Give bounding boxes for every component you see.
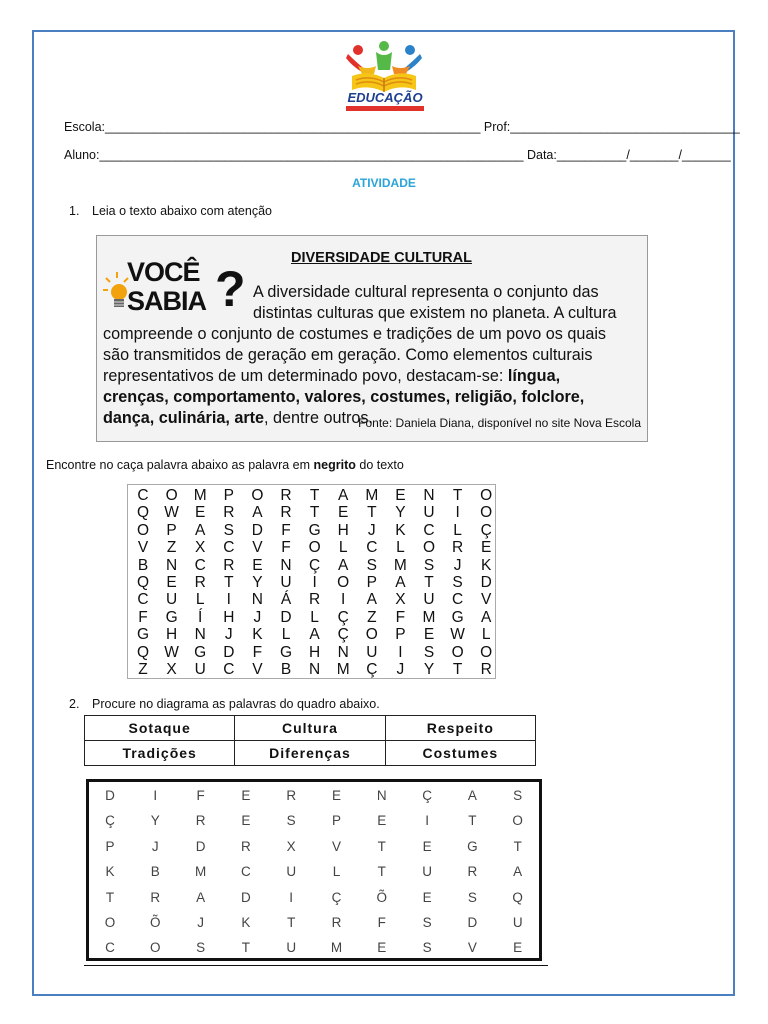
grid-1-cell[interactable]: B	[137, 556, 149, 574]
grid-1-cell[interactable]: W	[450, 626, 465, 644]
text-source: Fonte: Daniela Diana, disponível no site Nova Escola	[358, 416, 641, 430]
grid-1-cell[interactable]: Ç	[366, 661, 378, 678]
grid-1-cell[interactable]: K	[481, 556, 492, 574]
grid-2-cell[interactable]: S	[467, 889, 477, 905]
grid-2-cell[interactable]: I	[153, 788, 158, 803]
text-line-5	[103, 367, 560, 386]
grid-2-cell[interactable]: Ç	[331, 889, 342, 905]
badge-voce: VOCÊ	[127, 257, 200, 287]
grid-2-cell[interactable]: A	[467, 788, 477, 803]
grid-2-cell[interactable]: T	[105, 889, 115, 905]
grid-1-cell[interactable]: I	[226, 591, 231, 609]
grid-1-cell[interactable]: V	[137, 539, 149, 557]
grid-1-cell[interactable]: L	[281, 626, 291, 644]
grid-1-cell[interactable]: S	[223, 521, 234, 539]
grid-2-cell[interactable]: N	[376, 788, 387, 803]
grid-2-cell[interactable]: T	[513, 838, 522, 854]
grid-2-cell[interactable]: E	[377, 940, 387, 956]
text-line-6: crenças, comportamento, valores, costumes, religião, folclore,	[103, 388, 585, 406]
text-line-7-regular: , dentre outros.	[264, 409, 373, 427]
grid-1-cell[interactable]: E	[252, 556, 263, 574]
grid-1-cell[interactable]: O	[480, 504, 493, 522]
grid-1-cell[interactable]: X	[166, 661, 177, 678]
grid-1-cell[interactable]: A	[252, 504, 263, 522]
grid-1-cell[interactable]: V	[252, 539, 263, 557]
grid-2-cell[interactable]: E	[241, 788, 251, 803]
grid-1-cell[interactable]: E	[166, 574, 177, 591]
grid-1-cell[interactable]: Z	[138, 661, 148, 678]
question-1-text: Leia o texto abaixo com atenção	[92, 204, 272, 218]
grid-1-cell[interactable]: R	[280, 487, 292, 504]
grid-2-cell[interactable]: P	[105, 838, 115, 854]
grid-2-cell[interactable]: V	[467, 940, 477, 956]
question-1-number: 1.	[69, 204, 80, 218]
grid-2-cell[interactable]: X	[286, 838, 296, 854]
word-cultura: Cultura	[235, 716, 385, 741]
word-list-table	[84, 715, 536, 766]
grid-1-cell[interactable]: P	[166, 521, 177, 539]
grid-1-cell[interactable]: P	[395, 626, 406, 644]
grid-2-cell[interactable]: G	[467, 838, 478, 854]
grid-1-cell[interactable]: L	[310, 608, 319, 626]
grid-2-cell[interactable]: T	[468, 813, 477, 829]
grid-1-cell[interactable]: N	[337, 643, 349, 661]
grid-2-cell[interactable]: K	[105, 864, 115, 880]
grid-1-cell[interactable]: L	[195, 591, 205, 609]
grid-1-cell[interactable]: Z	[367, 608, 377, 626]
grid-1-cell[interactable]: P	[366, 574, 377, 591]
grid-2-cell[interactable]: K	[241, 915, 251, 930]
grid-1-cell[interactable]: R	[223, 504, 235, 522]
grid-1-cell[interactable]: X	[395, 591, 406, 609]
grid-1-cell[interactable]: S	[423, 556, 435, 574]
grid-2-cell[interactable]: E	[377, 813, 387, 829]
grid-1-cell[interactable]: V	[481, 591, 492, 609]
grid-2-cell[interactable]: V	[331, 838, 341, 854]
grid-2-cell[interactable]: C	[105, 940, 115, 956]
word-tradicoes: Tradições	[85, 741, 235, 766]
grid-1-cell[interactable]: M	[193, 487, 207, 504]
instruction-bold: negrito	[313, 458, 356, 472]
text-line-4: são transmitidos de geração em geração. Como elementos culturais	[103, 346, 593, 364]
grid-1-cell[interactable]: A	[338, 487, 349, 504]
grid-1-cell[interactable]: J	[224, 626, 233, 644]
word-costumes: Costumes	[385, 741, 535, 766]
text-line-7	[103, 409, 373, 428]
grid-2-cell[interactable]: R	[286, 788, 297, 803]
badge-question-mark: ?	[215, 261, 246, 317]
word-search-grid-2	[86, 779, 542, 961]
aluno-data-line[interactable]: Aluno:_____________________________________________________________ Data:__________/_______/_______	[64, 148, 731, 162]
grid-1-cell[interactable]: S	[366, 556, 377, 574]
grid-1-cell[interactable]: C	[366, 539, 378, 557]
grid-1-cell[interactable]: X	[195, 539, 206, 557]
text-line-5-regular: representativos de um determinado povo, destacam-se:	[103, 367, 504, 385]
grid-2-cell[interactable]: Q	[512, 889, 523, 905]
grid-1-cell[interactable]: E	[423, 626, 435, 644]
grid-2-cell[interactable]: R	[195, 813, 206, 829]
grid-1-cell[interactable]: F	[395, 608, 406, 626]
grid-2-cell[interactable]: R	[241, 838, 251, 854]
grid-2-cell[interactable]: D	[105, 788, 115, 803]
grid-1-cell[interactable]: O	[251, 487, 264, 504]
grid-1-cell[interactable]: E	[338, 504, 349, 522]
grid-1-cell[interactable]: C	[223, 539, 235, 557]
grid-1-cell[interactable]: Í	[198, 608, 203, 626]
grid-1-cell[interactable]: N	[280, 556, 292, 574]
grid-1-cell[interactable]: J	[396, 661, 405, 678]
grid-1-cell[interactable]: M	[393, 556, 407, 574]
grid-1-cell[interactable]: G	[165, 608, 178, 626]
grid-1-cell[interactable]: N	[308, 661, 321, 678]
grid-2-cell[interactable]: E	[422, 838, 432, 854]
grid-1-cell[interactable]: Ç	[308, 556, 321, 574]
grid-1-cell[interactable]: G	[279, 643, 293, 661]
diversity-text-box	[96, 235, 648, 442]
grid-2-cell[interactable]: E	[331, 788, 341, 803]
grid-1-cell[interactable]: L	[396, 539, 405, 557]
grid-1-cell[interactable]: G	[194, 643, 207, 661]
grid-2-cell[interactable]: Ç	[422, 788, 432, 803]
grid-2-cell[interactable]: F	[377, 915, 386, 930]
grid-1-cell[interactable]: D	[251, 521, 263, 539]
logo-subtext-bar	[346, 106, 424, 111]
text-box-title: DIVERSIDADE CULTURAL	[291, 250, 472, 266]
grid-1-cell[interactable]: N	[194, 626, 206, 644]
grid-1-cell[interactable]: O	[165, 487, 178, 504]
grid-1-cell[interactable]: N	[165, 556, 178, 574]
grid-1-cell[interactable]: Q	[136, 504, 150, 522]
grid-2-cell[interactable]: S	[422, 940, 432, 956]
grid-1-cell[interactable]: L	[338, 539, 348, 557]
grid-2-cell[interactable]: Ç	[105, 813, 115, 829]
instruction-post: do texto	[355, 458, 404, 472]
grid-2-cell[interactable]: O	[150, 940, 161, 956]
text-line-2: distintas culturas que existem no planeta. A cultura	[253, 304, 617, 322]
grid-1-cell[interactable]: U	[423, 504, 435, 522]
word-search-grid-1	[127, 484, 496, 679]
grid-2-cell[interactable]: U	[512, 915, 523, 930]
grid-1-cell[interactable]: I	[312, 574, 317, 591]
grid-2-cell[interactable]: D	[467, 915, 478, 930]
grid-2-cell[interactable]: O	[104, 915, 116, 930]
grid-1-cell[interactable]: S	[423, 643, 435, 661]
grid-2-cell[interactable]: J	[197, 915, 204, 930]
grid-2-cell[interactable]: T	[377, 864, 386, 880]
grid-1-cell[interactable]: O	[308, 539, 321, 557]
grid-2-cell[interactable]: U	[286, 864, 297, 880]
grid-1-cell[interactable]: C	[137, 487, 149, 504]
grid-1-cell[interactable]: H	[223, 608, 235, 626]
grid-1-cell[interactable]: C	[423, 521, 435, 539]
grid-1-cell[interactable]: R	[308, 591, 321, 609]
grid-1-cell[interactable]: J	[367, 521, 376, 539]
grid-1-cell[interactable]: F	[138, 608, 148, 626]
grid-1-cell[interactable]: P	[223, 487, 234, 504]
grid-1-cell[interactable]: Ç	[480, 521, 492, 539]
grid-1-cell[interactable]: Q	[136, 574, 150, 591]
grid-1-cell[interactable]: D	[280, 608, 292, 626]
grid-1-cell[interactable]: U	[165, 591, 178, 609]
grid-2-cell[interactable]: B	[150, 864, 160, 880]
text-line-1: A diversidade cultural representa o conjunto das	[253, 283, 599, 301]
grid-2-cell[interactable]: S	[286, 813, 296, 829]
grid-2-cell[interactable]: Õ	[376, 889, 388, 905]
grid-1-cell[interactable]: L	[481, 626, 491, 644]
grid-1-cell[interactable]: U	[194, 661, 206, 678]
grid-1-cell[interactable]: M	[365, 487, 379, 504]
grid-1-cell[interactable]: Á	[280, 591, 292, 609]
grid-1-cell[interactable]: B	[280, 661, 292, 678]
grid-1-cell[interactable]: F	[281, 539, 291, 557]
grid-1-cell[interactable]: R	[480, 661, 492, 678]
grid-1-cell[interactable]: Z	[166, 539, 177, 557]
grid-1-cell[interactable]: U	[366, 643, 378, 661]
grid-1-cell[interactable]: S	[452, 574, 463, 591]
activity-title: ATIVIDADE	[352, 176, 416, 190]
grid-1-cell[interactable]: J	[453, 556, 462, 574]
grid-2-cell[interactable]: I	[289, 889, 294, 905]
word-respeito: Respeito	[385, 716, 535, 741]
grid-1-cell[interactable]: K	[252, 626, 263, 644]
grid-1-cell[interactable]: I	[341, 591, 346, 609]
grid-1-cell[interactable]: T	[309, 504, 320, 522]
grid-2-cell[interactable]: T	[287, 915, 296, 930]
grid-1-cell[interactable]: Y	[395, 504, 406, 522]
grid-1-cell[interactable]: W	[164, 504, 179, 522]
grid-1-cell[interactable]: E	[195, 504, 206, 522]
grid-1-cell[interactable]: U	[280, 574, 292, 591]
grid-2-cell[interactable]: L	[332, 864, 341, 880]
grid-1-cell[interactable]: C	[194, 556, 206, 574]
word-sotaque: Sotaque	[85, 716, 235, 741]
grid-2-cell[interactable]: Õ	[150, 915, 161, 930]
grid-1-cell[interactable]: R	[280, 504, 292, 522]
grid-1-cell[interactable]: N	[423, 487, 435, 504]
grid-2-cell[interactable]: E	[513, 940, 523, 956]
grid-1-cell[interactable]: L	[453, 521, 462, 539]
grid-1-cell[interactable]: R	[194, 574, 206, 591]
grid-1-cell[interactable]: T	[309, 487, 320, 504]
grid-2-cell[interactable]: A	[196, 889, 206, 905]
badge-sabia: SABIA	[127, 286, 207, 316]
grid-1-cell[interactable]: Ç	[337, 626, 349, 644]
grid-2-cell[interactable]: R	[467, 864, 478, 880]
word-search-instruction	[46, 458, 404, 472]
grid-2-cell[interactable]: A	[513, 864, 523, 880]
grid-1-cell[interactable]: F	[281, 521, 291, 539]
grid-1-cell[interactable]: H	[165, 626, 178, 644]
question-2-text: Procure no diagrama as palavras do quadro abaixo.	[92, 697, 380, 711]
grid-2-underline	[84, 965, 548, 966]
grid-1-cell[interactable]: A	[309, 626, 320, 644]
grid-1-cell[interactable]: F	[252, 643, 263, 661]
grid-1-cell[interactable]: T	[367, 504, 377, 522]
grid-1-cell[interactable]: M	[422, 608, 436, 626]
grid-1-cell[interactable]: H	[308, 643, 321, 661]
grid-2-cell[interactable]: R	[150, 889, 161, 905]
grid-1-cell[interactable]: Ç	[337, 608, 349, 626]
grid-1-cell[interactable]: C	[137, 591, 149, 609]
text-line-7-bold: dança, culinária, arte	[103, 409, 265, 427]
grid-2-cell[interactable]: M	[330, 940, 343, 956]
grid-1-cell[interactable]: O	[451, 643, 464, 661]
grid-1-cell[interactable]: N	[251, 591, 263, 609]
education-logo	[340, 40, 428, 116]
grid-1-cell[interactable]: A	[366, 591, 377, 609]
grid-1-cell[interactable]: G	[136, 626, 150, 644]
voce-sabia-badge	[103, 258, 247, 322]
grid-2-cell[interactable]: T	[377, 838, 386, 854]
grid-1-cell[interactable]: I	[398, 643, 403, 661]
grid-2-cell[interactable]: M	[194, 864, 207, 880]
grid-2-cell[interactable]: O	[512, 813, 523, 829]
grid-1-cell[interactable]: J	[253, 608, 262, 626]
grid-2-cell[interactable]: S	[513, 788, 523, 803]
text-line-3: compreende o conjunto de costumes e tradições de um povo os quais	[103, 325, 607, 343]
grid-1-cell[interactable]: O	[337, 574, 350, 591]
grid-1-cell[interactable]: D	[223, 643, 235, 661]
grid-2-cell[interactable]: D	[241, 889, 251, 905]
grid-2-cell[interactable]: Y	[150, 813, 160, 829]
grid-2-cell[interactable]: E	[422, 889, 432, 905]
grid-2-cell[interactable]: U	[422, 864, 432, 880]
grid-2-cell[interactable]: J	[151, 838, 159, 854]
grid-1-cell[interactable]: C	[451, 591, 464, 609]
grid-1-cell[interactable]: T	[452, 661, 463, 678]
grid-1-cell[interactable]: A	[481, 608, 492, 626]
escola-prof-line[interactable]: Escola:______________________________________________________ Prof:_________________________________	[64, 120, 740, 134]
word-diferencas: Diferenças	[235, 741, 385, 766]
grid-1-cell[interactable]: H	[337, 521, 349, 539]
grid-1-cell[interactable]: O	[136, 521, 150, 539]
grid-1-cell[interactable]: G	[451, 608, 464, 626]
instruction-pre: Encontre no caça palavra abaixo as palavra em	[46, 458, 314, 472]
grid-1-cell[interactable]: E	[395, 487, 406, 504]
grid-2-cell[interactable]: S	[422, 915, 432, 930]
grid-1-cell[interactable]: R	[223, 556, 235, 574]
grid-2-cell[interactable]: R	[331, 915, 342, 930]
grid-2-cell[interactable]: E	[241, 813, 251, 829]
grid-1-cell[interactable]: E	[481, 539, 492, 557]
text-line-5-bold: língua,	[507, 367, 561, 385]
grid-2-cell[interactable]: U	[286, 940, 297, 956]
grid-2-cell[interactable]: S	[196, 940, 206, 956]
grid-1-cell[interactable]: W	[164, 643, 179, 661]
grid-2-cell[interactable]: D	[195, 838, 206, 854]
grid-1-cell[interactable]: A	[395, 574, 406, 591]
grid-1-cell[interactable]: C	[223, 661, 235, 678]
grid-1-cell[interactable]: T	[452, 487, 463, 504]
grid-1-cell[interactable]: O	[365, 626, 378, 644]
grid-1-cell[interactable]: V	[252, 661, 263, 678]
grid-2-cell[interactable]: T	[241, 940, 251, 956]
grid-2-cell[interactable]: C	[241, 864, 251, 880]
grid-1-cell[interactable]: I	[455, 504, 460, 522]
grid-1-cell[interactable]: O	[480, 487, 493, 504]
grid-1-cell[interactable]: G	[308, 521, 321, 539]
grid-1-cell[interactable]: Y	[252, 574, 263, 591]
grid-2-cell[interactable]: P	[331, 813, 341, 829]
grid-1-cell[interactable]: K	[395, 521, 406, 539]
question-2-number: 2.	[69, 697, 80, 711]
grid-1-cell[interactable]: U	[423, 591, 435, 609]
grid-1-cell[interactable]: O	[480, 643, 493, 661]
grid-1-cell[interactable]: Y	[423, 661, 435, 678]
logo-text: EDUCAÇÃO	[347, 90, 423, 105]
grid-1-cell[interactable]: T	[424, 574, 434, 591]
grid-1-cell[interactable]: A	[195, 521, 206, 539]
grid-1-cell[interactable]: D	[480, 574, 492, 591]
grid-1-cell[interactable]: T	[224, 574, 234, 591]
grid-1-cell[interactable]: M	[336, 661, 350, 678]
grid-1-cell[interactable]: O	[422, 539, 436, 557]
grid-1-cell[interactable]: A	[338, 556, 349, 574]
grid-1-cell[interactable]: Q	[136, 643, 150, 661]
grid-2-cell[interactable]: F	[196, 788, 205, 803]
grid-2-cell[interactable]: I	[425, 813, 429, 829]
grid-1-cell[interactable]: R	[451, 539, 464, 557]
